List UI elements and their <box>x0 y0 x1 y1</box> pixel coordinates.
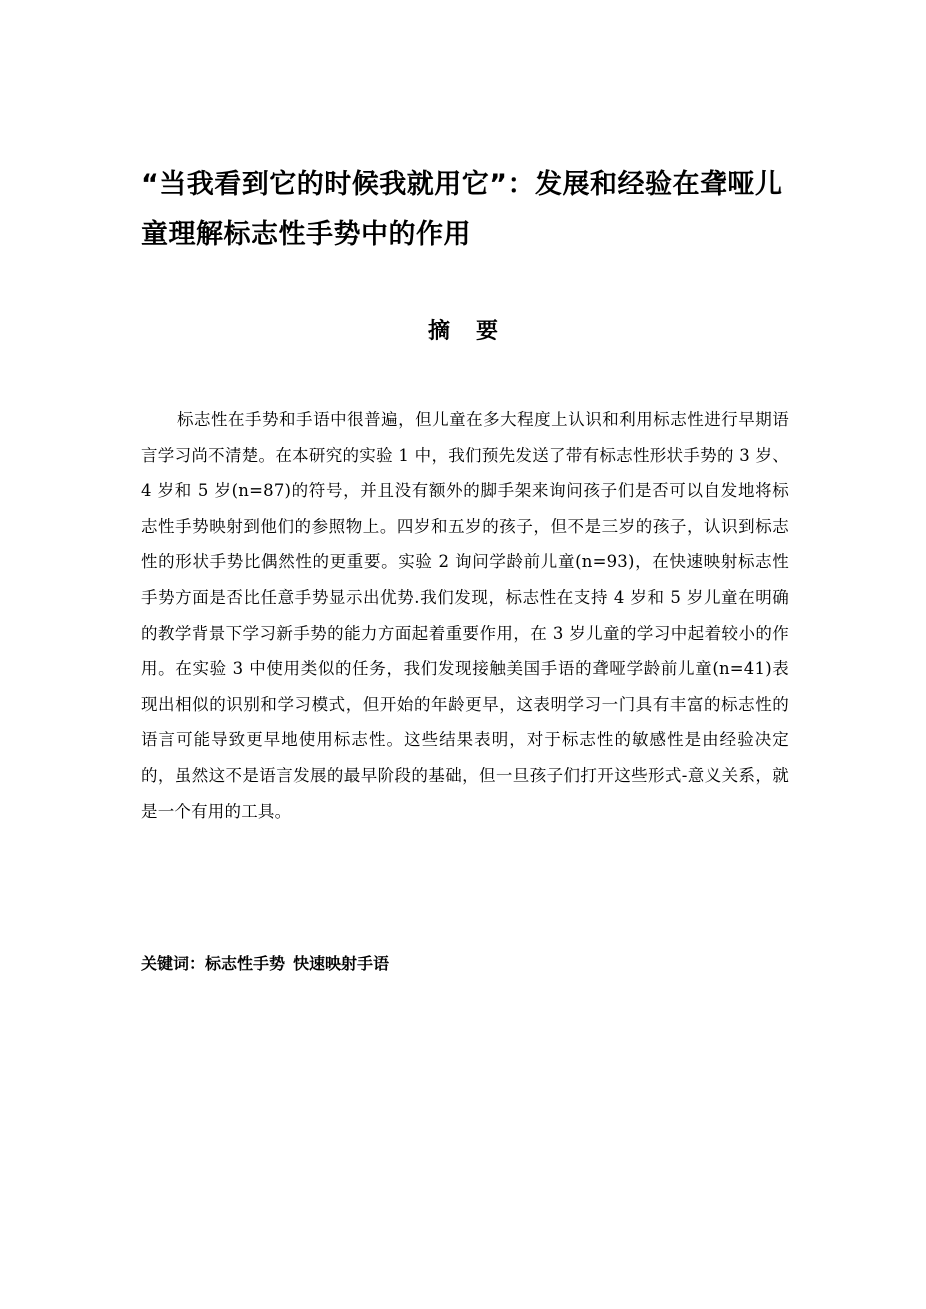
keywords-line <box>141 950 789 978</box>
keyword-item: 快速映射手语 <box>293 954 390 973</box>
keywords-label: 关键词： <box>141 954 206 973</box>
abstract-body: 标志性在手势和手语中很普遍，但儿童在多大程度上认识和利用标志性进行早期语言学习尚不清楚。在本研究的实验 1 中，我们预先发送了带有标志性形状手势的 3 岁、4 岁和 5 岁(n=87)的符号，并且没有额外的脚手架来询问孩子们是否可以自发地将标志性手势映射到他们的参照物上。四岁和五岁的孩子，但不是三岁的孩子，认识到标志性的形状手势比偶然性的更重要。实验 2 询问学龄前儿童(n=93)，在快速映射标志性手势方面是否比任意手势显示出优势.我们发现，标志性在支持 4 岁和 5 岁儿童在明确的教学背景下学习新手势的能力方面起着重要作用，在 3 岁儿童的学习中起着较小的作用。在实验 3 中使用类似的任务，我们发现接触美国手语的聋哑学龄前儿童(n=41)表现出相似的识别和学习模式，但开始的年龄更早，这表明学习一门具有丰富的标志性的语言可能导致更早地使用标志性。这些结果表明，对于标志性的敏感性是由经验决定的，虽然这不是语言发展的最早阶段的基础，但一旦孩子们打开这些形式-意义关系，就是一个有用的工具。 <box>141 410 789 821</box>
document-title: “当我看到它的时候我就用它”：发展和经验在聋哑儿童理解标志性手势中的作用 <box>141 169 783 250</box>
keyword-item: 标志性手势 <box>205 954 286 973</box>
abstract-heading: 摘要 <box>427 319 524 344</box>
